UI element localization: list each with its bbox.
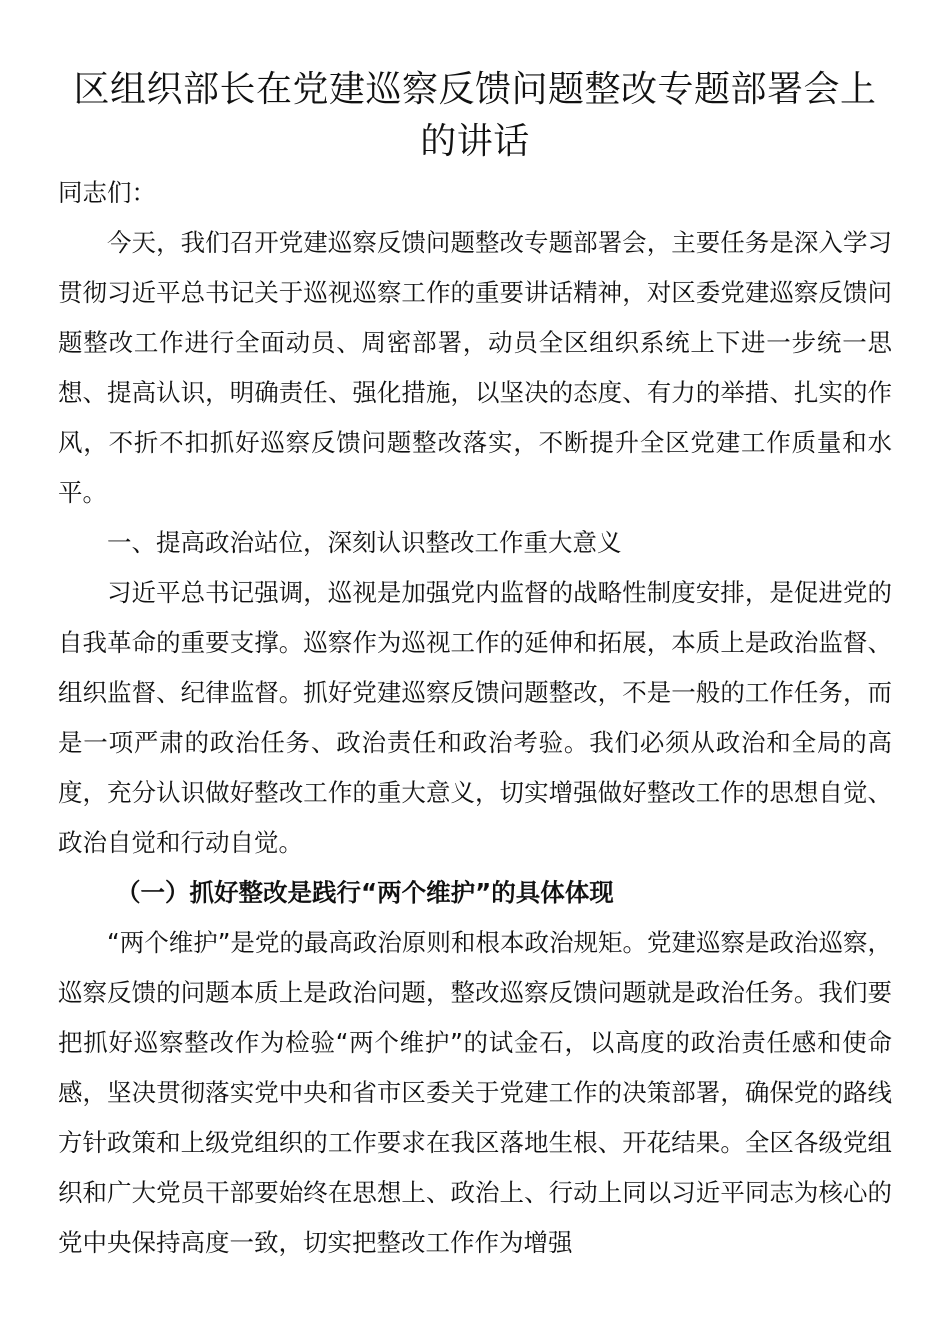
document-title: 区组织部长在党建巡察反馈问题整改专题部署会上的讲话 [73, 69, 877, 162]
paragraph-intro: 今天，我们召开党建巡察反馈问题整改专题部署会，主要任务是深入学习贯彻习近平总书记关于巡视巡察工作的重要讲话精神，对区委党建巡察反馈问题整改工作进行全面动员、周密部署，动员全区组织系统上下进一步统一思想、提高认识，明确责任、强化措施，以坚决的态度、有力的举措、扎实的作风，不折不扣抓好巡察反馈问题整改落实，不断提升全区党建工作质量和水平。 [58, 228, 892, 507]
paragraph-subsection-1: “两个维护”是党的最高政治原则和根本政治规矩。党建巡察是政治巡察，巡察反馈的问题本质上是政治问题，整改巡察反馈问题就是政治任务。我们要把抓好巡察整改作为检验“两个维护”的试金石，以高度的政治责任感和使命感，坚决贯彻落实党中央和省市区委关于党建工作的决策部署，确保党的路线方针政策和上级党组织的工作要求在我区落地生根、开花结果。全区各级党组织和广大党员干部要始终在思想上、政治上、行动上同以习近平同志为核心的党中央保持高度一致，切实把整改工作作为增强 [58, 928, 892, 1257]
subsection-heading-1: （一）抓好整改是践行“两个维护”的具体体现 [116, 878, 614, 907]
section-heading-1: 一、提高政治站位，深刻认识整改工作重大意义 [107, 528, 622, 557]
paragraph-section-1: 习近平总书记强调，巡视是加强党内监督的战略性制度安排，是促进党的自我革命的重要支撑。巡察作为巡视工作的延伸和拓展，本质上是政治监督、组织监督、纪律监督。抓好党建巡察反馈问题整改，不是一般的工作任务，而是一项严肃的政治任务、政治责任和政治考验。我们必须从政治和全局的高度，充分认识做好整改工作的重大意义，切实增强做好整改工作的思想自觉、政治自觉和行动自觉。 [58, 578, 892, 857]
document-page [58, 64, 892, 1268]
salutation: 同志们： [58, 178, 156, 207]
